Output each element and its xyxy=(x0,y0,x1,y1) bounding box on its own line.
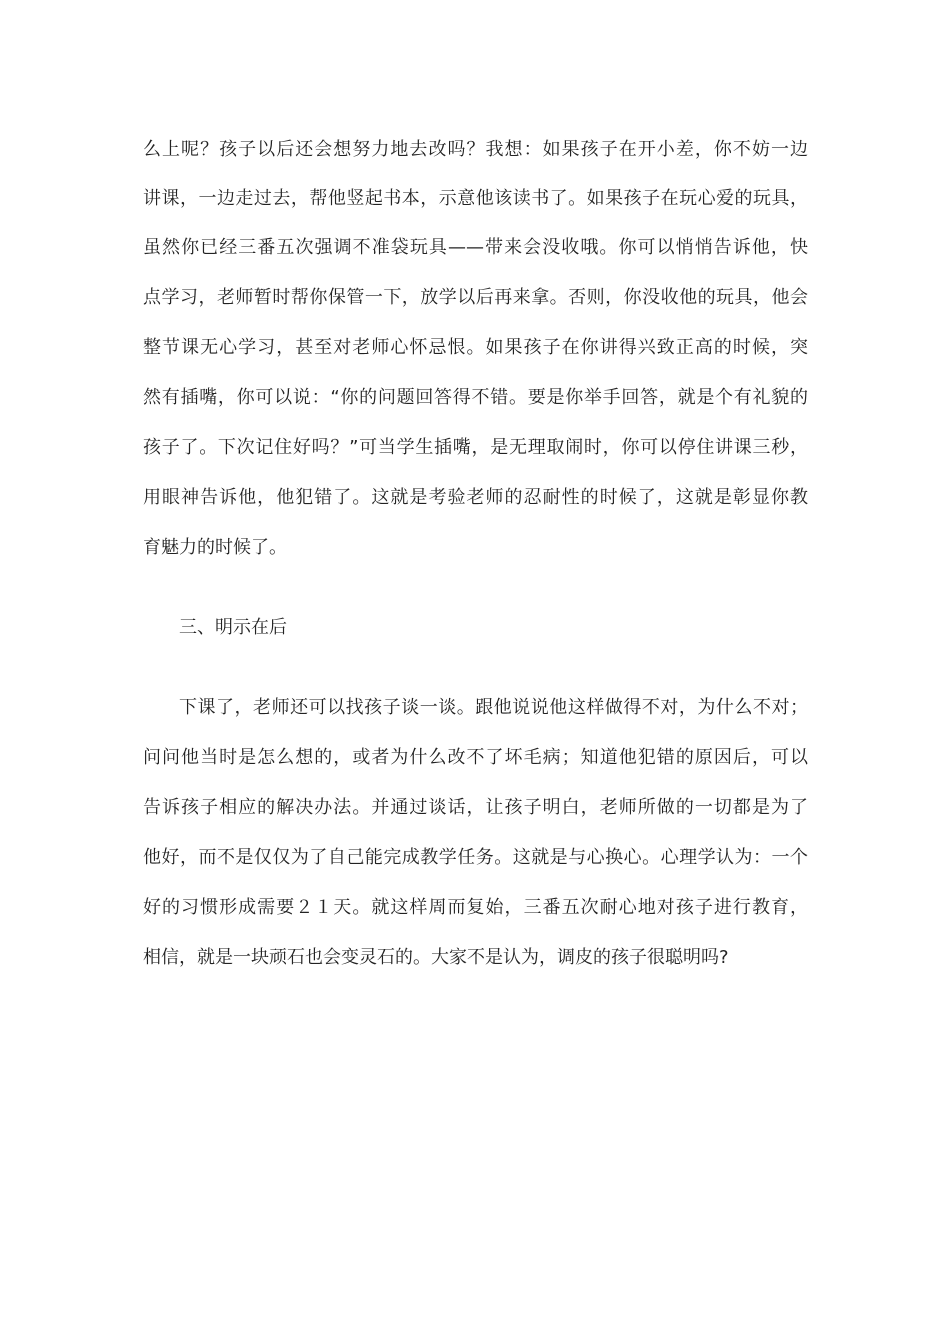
paragraph-line: 下课了，老师还可以找孩子谈一谈。跟他说说他这样做得不对，为什么不对； xyxy=(179,697,808,718)
paragraph-line: 讲课，一边走过去，帮他竖起书本，示意他该读书了。如果孩子在玩心爱的玩具， xyxy=(143,188,808,209)
paragraph-line: 么上呢？孩子以后还会想努力地去改吗？我想：如果孩子在开小差，你不妨一边 xyxy=(143,139,808,160)
paragraph-line: 好的习惯形成需要２１天。就这样周而复始，三番五次耐心地对孩子进行教育， xyxy=(143,897,808,918)
paragraph-line: 整节课无心学习，甚至对老师心怀忌恨。如果孩子在你讲得兴致正高的时候，突 xyxy=(143,337,808,358)
paragraph-line: 然有插嘴，你可以说：“你的问题回答得不错。要是你举手回答，就是个有礼貌的 xyxy=(143,387,808,408)
section-heading: 三、明示在后 xyxy=(179,617,287,638)
paragraph-line: 育魅力的时候了。 xyxy=(143,537,287,558)
paragraph-line: 用眼神告诉他，他犯错了。这就是考验老师的忍耐性的时候了，这就是彰显你教 xyxy=(143,487,808,508)
paragraph-line: 他好，而不是仅仅为了自己能完成教学任务。这就是与心换心。心理学认为：一个 xyxy=(143,847,808,868)
paragraph-line: 孩子了。下次记住好吗？”可当学生插嘴，是无理取闹时，你可以停住讲课三秒， xyxy=(143,437,808,458)
paragraph-line: 相信，就是一块顽石也会变灵石的。大家不是认为，调皮的孩子很聪明吗? xyxy=(143,947,729,968)
paragraph-line: 问问他当时是怎么想的，或者为什么改不了坏毛病；知道他犯错的原因后，可以 xyxy=(143,747,808,768)
paragraph-line: 告诉孩子相应的解决办法。并通过谈话，让孩子明白，老师所做的一切都是为了 xyxy=(143,797,808,818)
paragraph-line: 点学习，老师暂时帮你保管一下，放学以后再来拿。否则，你没收他的玩具，他会 xyxy=(143,287,808,308)
paragraph-line: 虽然你已经三番五次强调不准袋玩具——带来会没收哦。你可以悄悄告诉他，快 xyxy=(143,237,808,258)
